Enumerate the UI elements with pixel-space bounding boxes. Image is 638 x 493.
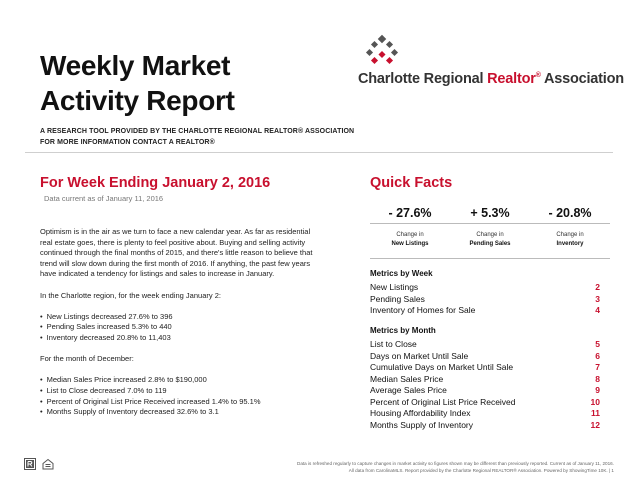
metric-name: Months Supply of Inventory (370, 419, 474, 430)
metric-page-number: 7 (595, 362, 600, 372)
quick-fact-pending-sales-label (450, 231, 530, 249)
report-subtitle (40, 126, 354, 148)
metric-page-number: 5 (595, 339, 600, 349)
footer-line-2: All data from CarolinaMLS. Report provided by the Charlotte Regional REALTOR® Association. Powered by ShowingTime 10K. | 1 (348, 468, 614, 473)
week-bullet-list (40, 312, 320, 344)
metric-page-number: 4 (595, 305, 600, 315)
metric-name: Pending Sales (370, 293, 425, 304)
quick-fact-label-line1: Change in (556, 232, 584, 238)
quick-fact-pending-sales-value: + 5.3% (470, 206, 510, 220)
report-body (40, 227, 320, 428)
metric-row[interactable] (370, 294, 600, 306)
logo-registered-mark: ® (535, 72, 541, 80)
metric-name: Inventory of Homes for Sale (370, 305, 476, 315)
metric-name: List to Close (370, 339, 417, 349)
metric-row[interactable] (370, 408, 600, 420)
metric-name: Housing Affordability Index (370, 408, 471, 418)
quick-facts-values (370, 206, 610, 220)
metric-row[interactable] (370, 374, 600, 386)
list-item: • Median Sales Price increased 2.8% to $190,000 (40, 375, 320, 386)
quick-facts-labels (370, 231, 610, 249)
metric-page-number: 9 (595, 385, 600, 395)
week-ending-title: For Week Ending January 2, 2016 (40, 175, 271, 191)
metrics-by-month (370, 325, 600, 431)
realtor-r-icon (24, 458, 36, 470)
month-bullet-list (40, 375, 320, 417)
quick-fact-label-line1: Change in (396, 232, 424, 238)
list-item: • Percent of Original List Price Received increased 1.4% to 95.1% (40, 397, 320, 408)
quick-fact-label-line2: Pending Sales (469, 241, 511, 247)
metric-row[interactable] (370, 397, 600, 409)
metric-page-number: 8 (595, 373, 600, 384)
metric-row[interactable] (370, 362, 600, 374)
data-current-note: Data current as of January 11, 2016 (44, 194, 164, 203)
list-item: • New Listings decreased 27.6% to 396 (40, 312, 320, 323)
metric-page-number: 12 (590, 419, 600, 430)
quick-fact-new-listings-label (370, 231, 450, 249)
metric-name: Cumulative Days on Market Until Sale (370, 362, 514, 372)
metric-name: Days on Market Until Sale (370, 350, 469, 361)
title-line-1: Weekly Market (40, 50, 231, 81)
equal-housing-icon (42, 458, 54, 470)
quick-fact-label-line2: Inventory (556, 241, 584, 247)
list-item: • Months Supply of Inventory decreased 32.6% to 3.1 (40, 407, 320, 418)
metrics-month-heading: Metrics by Month (370, 326, 436, 335)
list-item: • Pending Sales increased 5.3% to 440 (40, 322, 320, 333)
subtitle-line-1: A RESEARCH TOOL PROVIDED BY THE CHARLOTTE REGIONAL REALTOR® ASSOCIATION (40, 128, 355, 135)
header-divider (25, 152, 613, 153)
metrics-week-heading: Metrics by Week (370, 269, 433, 278)
list-item: • Inventory decreased 20.8% to 11,403 (40, 333, 320, 344)
footer-icons (24, 458, 54, 470)
quick-fact-inventory-value: - 20.8% (548, 206, 592, 220)
metric-row[interactable] (370, 339, 600, 351)
metric-row[interactable] (370, 420, 600, 432)
month-intro: For the month of December: (40, 354, 134, 364)
metrics-by-week (370, 268, 600, 317)
association-logo (358, 28, 624, 88)
footer-disclaimer (234, 460, 614, 474)
metric-name: Average Sales Price (370, 385, 447, 395)
quick-facts-divider (370, 223, 610, 224)
report-title (40, 48, 370, 118)
quick-fact-label-line1: Change in (476, 232, 504, 238)
association-logo-text (358, 71, 624, 87)
metric-page-number: 3 (595, 293, 600, 304)
metric-row[interactable] (370, 305, 600, 317)
quick-fact-new-listings-value: - 27.6% (388, 206, 432, 220)
metric-page-number: 11 (591, 408, 600, 418)
house-star-logo-icon (364, 34, 400, 68)
footer-line-1: Data is refreshed regularly to capture changes in market activity so figures shown may be different than previously reported. Current as of January 11, 2016. (297, 461, 614, 466)
region-intro: In the Charlotte region, for the week ending January 2: (40, 290, 221, 300)
metric-page-number: 6 (595, 350, 600, 361)
intro-paragraph: Optimism is in the air as we turn to face a new calendar year. As far as residential real estate goes, there is plenty to feel positive about. Buying and selling activity continued through the final months of 2015, and there's little reason to believe that trend will slow down during the first month of 2016. If anything, the past few years have indicated a tendency for listings and sales to increase in January. (40, 227, 313, 279)
metric-row[interactable] (370, 385, 600, 397)
subtitle-line-2: FOR MORE INFORMATION CONTACT A REALTOR® (40, 139, 215, 146)
list-item: • List to Close decreased 7.0% to 119 (40, 386, 320, 397)
metric-page-number: 10 (590, 396, 600, 407)
quick-facts-title: Quick Facts (370, 175, 453, 191)
metric-row[interactable] (370, 282, 600, 294)
logo-text-part3: Association (540, 71, 624, 87)
quick-fact-inventory-label (530, 231, 610, 249)
metric-name: New Listings (370, 282, 419, 292)
logo-text-realtor: Realtor (487, 71, 536, 87)
metric-name: Percent of Original List Price Received (370, 396, 516, 407)
title-line-2: Activity Report (40, 85, 235, 116)
metric-row[interactable] (370, 351, 600, 363)
quick-fact-label-line2: New Listings (391, 241, 429, 247)
metric-name: Median Sales Price (370, 373, 444, 384)
quick-facts-bottom-divider (370, 258, 610, 259)
logo-text-part1: Charlotte Regional (358, 71, 488, 87)
metric-page-number: 2 (595, 282, 600, 292)
